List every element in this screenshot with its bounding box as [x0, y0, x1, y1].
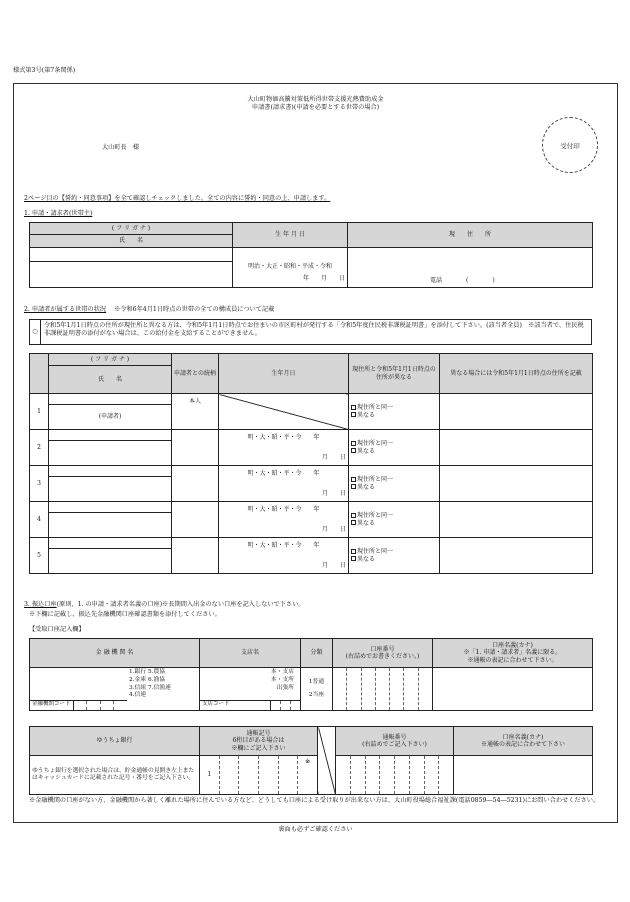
checkbox-icon[interactable] [351, 520, 356, 525]
same-address-option[interactable]: 現住所と同一 [351, 548, 437, 556]
member-name[interactable] [49, 513, 172, 538]
name-header: 氏 名 [30, 235, 233, 248]
household-row [30, 538, 593, 549]
yucho-instruction: ゆうちょ銀行を選択された場合は、貯金通帳の見開き左上またはキャッシュカードに記載された記号・番号をご記入下さい。 [30, 756, 200, 795]
yucho-label: ゆうちょ銀行 [30, 727, 200, 756]
member-relation[interactable] [172, 538, 219, 574]
checkbox-icon[interactable] [351, 405, 356, 410]
member-number: 3 [30, 466, 49, 502]
member-relation[interactable]: 本人 [172, 394, 219, 430]
member-dob[interactable]: 明・大・昭・平・令 年 月 日 [219, 430, 349, 466]
member-previous-address[interactable] [440, 394, 593, 430]
member-address-status [349, 430, 440, 466]
member-address-status [349, 502, 440, 538]
bank-code-boxes[interactable] [73, 701, 127, 710]
member-relation[interactable] [172, 502, 219, 538]
hh-same-header: 現住所と令和5年1月1日時点の住所が異なる [349, 354, 440, 394]
section3-heading: 3. 振込口座(原則、1. の申請・請求者名義の口座)※長期間入出金のない口座を記入しないで下さい。 [24, 601, 305, 608]
member-dob[interactable]: 明・大・昭・平・令 年 月 日 [219, 538, 349, 574]
form-number: 様式第3号(第7条関係) [13, 67, 76, 74]
checkbox-icon[interactable] [351, 412, 356, 417]
dob-header: 生 年 月 日 [233, 223, 348, 248]
member-dob[interactable]: 明・大・昭・平・令 年 月 日 [219, 502, 349, 538]
different-address-option[interactable]: 異なる [351, 448, 437, 456]
reception-stamp: 受付印 [542, 117, 598, 173]
account-number-boxes[interactable] [333, 668, 433, 711]
section1-heading: 1. 申請・請求者(世帯主) [24, 210, 93, 217]
name-input[interactable] [30, 262, 233, 288]
section3-note: ※下欄に記載し、振込先金融機関口座確認書類を添付してください。 [29, 611, 221, 618]
branch-field[interactable]: 本・支店 本・支所 出張所 支店コード [200, 668, 301, 711]
furigana-input[interactable] [30, 248, 233, 262]
branch-code-label: 支店コード [202, 701, 230, 707]
member-previous-address[interactable] [440, 466, 593, 502]
certificate-notice [29, 319, 592, 345]
dob-field[interactable]: 明治・大正・昭和・平成・令和 年 月 日 [233, 248, 348, 288]
checkbox-icon[interactable] [351, 549, 356, 554]
member-previous-address[interactable] [440, 430, 593, 466]
yucho-table [29, 726, 593, 795]
back-page-note: 裏面も必ずご確認ください [278, 826, 353, 833]
member-relation[interactable] [172, 466, 219, 502]
member-number: 4 [30, 502, 49, 538]
checkbox-icon[interactable] [351, 441, 356, 446]
notice-text: 令和5年1月1日時点の住所が現住所と異なる方は、令和5年1月1日時点でお住まいの市区町村が発行する「令和5年度住民税非課税証明書」を添付して下さい。(該当者全員) ※該当者で、住民税非課税証明書の添付がない場合は、この給付金を支給することができません。 [44, 322, 584, 338]
same-address-option[interactable]: 現住所と同一 [351, 404, 437, 412]
hh-diff-header: 異なる場合には令和5年1月1日時点の住所を記載 [440, 354, 593, 394]
bank-code-label: 金融機関コード [32, 701, 71, 707]
yucho-holder-field[interactable] [454, 756, 593, 795]
member-name[interactable]: (申請者) [49, 405, 172, 430]
member-dob[interactable]: 明・大・昭・平・令 年 月 日 [219, 466, 349, 502]
different-address-option[interactable]: 異なる [351, 412, 437, 420]
form-title: 大山町物価高騰対策低所得世帯支援光熱費助成金 申請書(請求書)(申請を必要とする世帯の場合) [247, 96, 384, 112]
yucho-number-boxes[interactable] [336, 756, 454, 795]
member-name[interactable] [49, 549, 172, 574]
hh-dob-header: 生年月日 [219, 354, 349, 394]
account-number-header: 口座番号 (右詰めでお書きください。) [333, 639, 433, 668]
section2-heading: 2. 申請者が属する世帯の状況 ※令和6年4月1日時点の世帯の全ての構成員について記載 [24, 306, 275, 313]
same-address-option[interactable]: 現住所と同一 [351, 440, 437, 448]
account-holder-header: 口座名義(カナ) ※「1. 申請・請求者」名義に限る。 ※通帳の表記に合わせて下さい。 [433, 639, 593, 668]
member-furigana[interactable] [49, 430, 172, 441]
member-relation[interactable] [172, 430, 219, 466]
checkbox-icon[interactable] [351, 484, 356, 489]
notice-mark: ○ [30, 320, 41, 344]
member-furigana[interactable] [49, 502, 172, 513]
account-box-label: 【受取口座記入欄】 [29, 626, 85, 633]
member-furigana[interactable] [49, 394, 172, 405]
member-address-status [349, 538, 440, 574]
member-number: 2 [30, 430, 49, 466]
type-header: 分類 [301, 639, 333, 668]
member-address-status [349, 394, 440, 430]
member-furigana[interactable] [49, 466, 172, 477]
different-address-option[interactable]: 異なる [351, 520, 437, 528]
checkbox-icon[interactable] [351, 556, 356, 561]
member-name[interactable] [49, 477, 172, 502]
member-address-status [349, 466, 440, 502]
checkbox-icon[interactable] [351, 513, 356, 518]
bank-name-field[interactable] [30, 668, 200, 711]
yucho-holder-header: 口座名義(カナ) ※通帳の表記に合わせて下さい [454, 727, 593, 756]
applicant-table [29, 222, 593, 288]
branch-code-boxes[interactable] [270, 701, 300, 710]
yucho-symbol-boxes[interactable]: 1 ※ [200, 756, 318, 795]
checkbox-icon[interactable] [351, 448, 356, 453]
furigana-header: ( フ リ ガ ナ ) [30, 223, 233, 235]
member-previous-address[interactable] [440, 502, 593, 538]
different-address-option[interactable]: 異なる [351, 556, 437, 564]
addressee: 大山町長 様 [102, 144, 140, 151]
same-address-option[interactable]: 現住所と同一 [351, 512, 437, 520]
member-number: 1 [30, 394, 49, 430]
household-row [30, 502, 593, 513]
address-field[interactable] [348, 248, 593, 288]
phone-label: 電話 ( ) [430, 276, 495, 284]
hh-name-header: 氏 名 [49, 366, 172, 394]
account-type-field[interactable]: 1普通 2当座 [301, 668, 333, 711]
checkbox-icon[interactable] [351, 477, 356, 482]
pledge-text: 2ページ目の【誓約・同意事項】を全て確認しチェックしました。全ての内容に誓約・同意の上、申請します。 [24, 195, 331, 202]
hh-furigana-header: ( フ リ ガ ナ ) [49, 354, 172, 366]
institution-types: 1.銀行 5.農協 2.金庫 6.漁協 3.信組 7.信漁連 4.信連 [129, 669, 171, 699]
yucho-symbol-header: 通帳記号 6桁目がある場合は ※欄にご記入下さい [200, 727, 318, 756]
household-row [30, 394, 593, 405]
yucho-number-header: 通帳番号 (右詰めでご記入下さい) [336, 727, 454, 756]
contact-note: ※金融機関の口座がない方、金融機関から著しく離れた場所に住んでいる方など、どうしても口座による受け取りが出来ない方は、大山町役場総合福祉課(電話0859―54―5231)にお問い合わせください。 [29, 797, 600, 804]
member-previous-address[interactable] [440, 538, 593, 574]
member-dob [219, 394, 349, 430]
different-address-option[interactable]: 異なる [351, 484, 437, 492]
member-furigana[interactable] [49, 538, 172, 549]
bank-account-table [29, 638, 593, 711]
address-header: 現 住 所 [348, 223, 593, 248]
hh-relation-header: 申請者との続柄 [172, 354, 219, 394]
account-holder-field[interactable] [433, 668, 593, 711]
household-table [29, 353, 593, 574]
household-row [30, 466, 593, 477]
branch-header: 支店名 [200, 639, 301, 668]
member-number: 5 [30, 538, 49, 574]
same-address-option[interactable]: 現住所と同一 [351, 476, 437, 484]
bank-name-header: 金 融 機 関 名 [30, 639, 200, 668]
member-name[interactable] [49, 441, 172, 466]
household-row [30, 430, 593, 441]
